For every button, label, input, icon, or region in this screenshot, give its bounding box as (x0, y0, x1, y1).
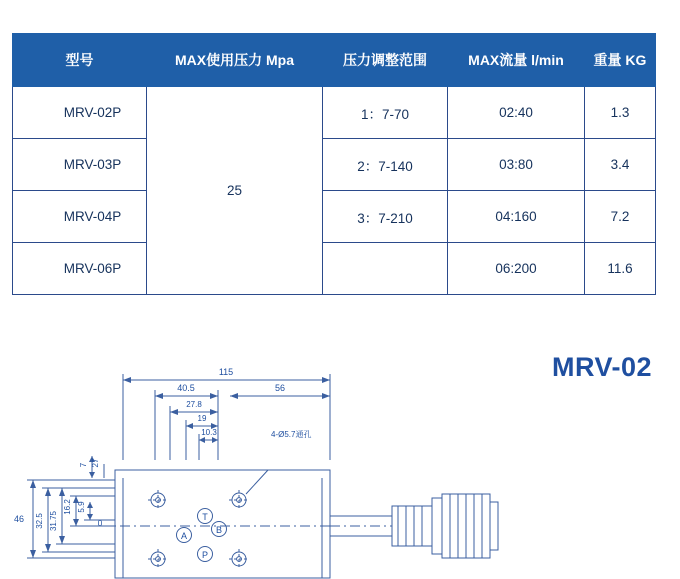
cell-weight-1: 1.3 (585, 87, 656, 139)
table-row (13, 87, 656, 139)
dim-5-9: 5.9 (77, 501, 86, 513)
table-row (13, 139, 656, 191)
cell-range-2: 2：7-140 (323, 139, 448, 191)
cell-weight-2: 3.4 (585, 139, 656, 191)
dim-27-8: 27.8 (186, 400, 202, 409)
drawing-svg (0, 330, 680, 579)
cell-flow-4: 06:200 (448, 243, 585, 295)
table-row (13, 243, 656, 295)
cell-model-3: MRV-04P (13, 191, 147, 243)
port-label-p: P (201, 550, 209, 560)
table-row (13, 191, 656, 243)
cell-flow-1: 02:40 (448, 87, 585, 139)
cell-weight-4: 11.6 (585, 243, 656, 295)
dim-40-5: 40.5 (177, 383, 195, 393)
note-through-hole: 4-Ø5.7通孔 (271, 430, 312, 439)
cell-flow-2: 03:80 (448, 139, 585, 191)
dim-19: 19 (197, 414, 207, 423)
dim-32-5: 32.5 (35, 513, 44, 529)
dim-7: 7 (79, 462, 88, 468)
dim-27: 27 (91, 458, 100, 468)
cell-flow-3: 04:160 (448, 191, 585, 243)
cell-range-4 (323, 243, 448, 295)
cell-weight-3: 7.2 (585, 191, 656, 243)
port-label-a: A (180, 531, 188, 541)
port-label-t: T (202, 512, 208, 522)
cell-range-1: 1：7-70 (323, 87, 448, 139)
dim-10-3: 10.3 (201, 428, 217, 437)
header-range: 压力调整范围 (323, 34, 448, 87)
cell-max-pressure: 25 (147, 87, 323, 295)
dim-0: 0 (97, 519, 103, 528)
cell-model-1: MRV-02P (13, 87, 147, 139)
header-model: 型号 (13, 34, 147, 87)
dim-16-2: 16.2 (63, 499, 72, 515)
header-flow: MAX流量 l/min (448, 34, 585, 87)
dim-31-75: 31.75 (49, 510, 58, 532)
header-max-pressure: MAX使用压力 Mpa (147, 34, 323, 87)
cell-model-2: MRV-03P (13, 139, 147, 191)
cell-range-3: 3：7-210 (323, 191, 448, 243)
header-weight: 重量 KG (585, 34, 656, 87)
specification-table (12, 33, 656, 295)
cell-model-4: MRV-06P (13, 243, 147, 295)
part-title: MRV-02 (551, 352, 652, 382)
dim-46: 46 (14, 514, 25, 524)
table-header-row (13, 34, 656, 87)
technical-drawing (0, 330, 680, 579)
dim-56: 56 (274, 383, 286, 393)
dim-overall-length: 115 (218, 367, 234, 377)
port-label-b: B (215, 525, 223, 535)
